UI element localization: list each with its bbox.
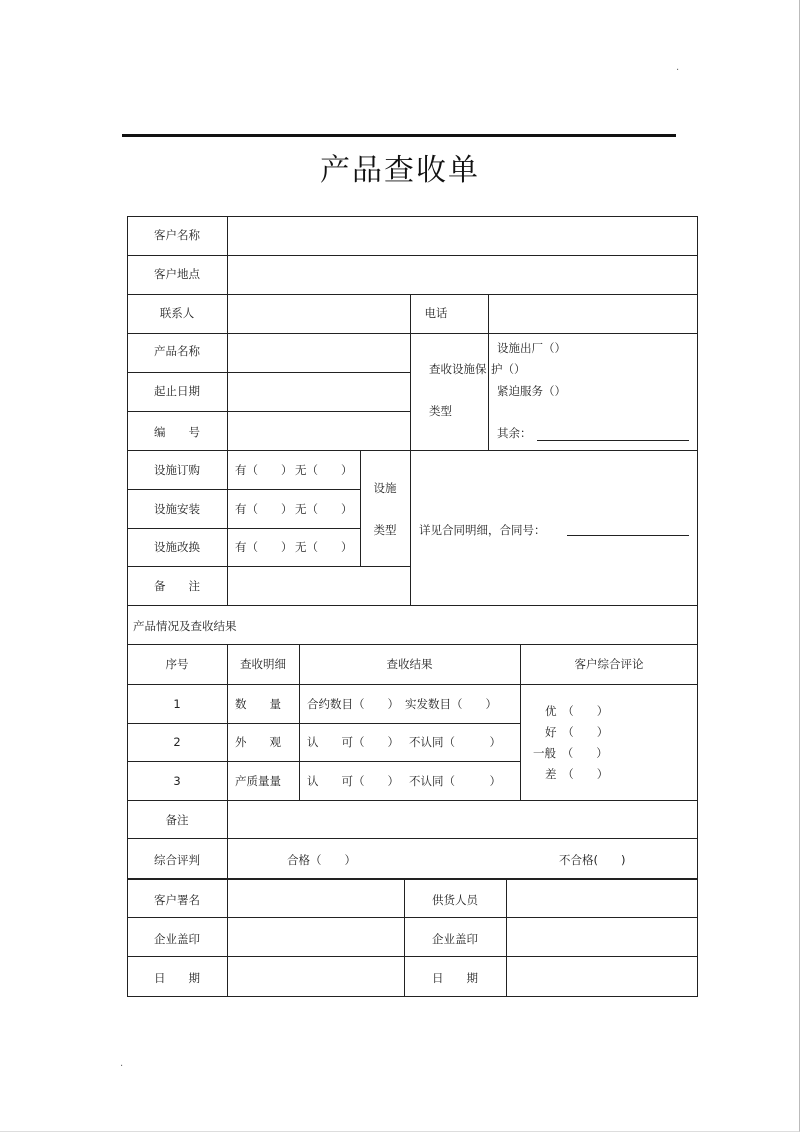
equipment-type-label-2: 类型 [373, 523, 397, 537]
customer-sign-label: 客户署名 [154, 893, 200, 907]
other-underline[interactable] [537, 440, 689, 441]
form-border-bottom [127, 996, 698, 997]
row-divider [127, 528, 360, 529]
supplier-field[interactable] [507, 880, 697, 917]
date-right-field[interactable] [507, 957, 697, 996]
option-protect[interactable]: 护（） [491, 362, 526, 376]
row-seq: 3 [173, 774, 181, 788]
row-divider [127, 761, 520, 762]
results-section-title: 产品情况及查收结果 [133, 619, 237, 633]
order-none[interactable]: 无（ ） [295, 463, 353, 477]
row-result-b[interactable]: 实发数目（ ） [405, 697, 497, 711]
number-label: 编 号 [154, 425, 200, 439]
corner-mark: . [676, 62, 680, 73]
contract-text: 详见合同明细，合同号： [419, 523, 546, 537]
row-divider [127, 489, 360, 490]
row-item: 外 观 [235, 735, 281, 749]
row-result-b[interactable]: 不认同（ ） [409, 735, 501, 749]
order-label: 设施订购 [154, 463, 200, 477]
phone-field[interactable] [489, 295, 697, 333]
equipment-type-label: 设施 [373, 481, 397, 495]
date-left-label: 日 期 [154, 971, 200, 985]
contract-number-underline[interactable] [567, 535, 689, 536]
seal-left-field[interactable] [228, 918, 404, 956]
row-divider [127, 450, 698, 451]
option-other[interactable]: 其余： [497, 426, 532, 440]
row-divider [127, 684, 698, 685]
row-result-a[interactable]: 合约数目（ ） [307, 697, 399, 711]
col-result-header: 查收结果 [386, 657, 433, 671]
row-divider [127, 644, 698, 645]
seal-right-label: 企业盖印 [432, 932, 478, 946]
phone-label: 电话 [424, 306, 448, 320]
col-comment-header: 客户综合评论 [574, 657, 644, 671]
rating-good[interactable]: 好 （ ） [545, 725, 609, 739]
col-divider [410, 450, 411, 605]
product-name-field[interactable] [228, 334, 410, 372]
inspection-form [127, 216, 698, 997]
inspection-type-label: 查收设施保 [429, 362, 487, 376]
row-seq: 2 [173, 735, 181, 749]
verdict-fail[interactable]: 不合格( ) [559, 853, 626, 867]
option-urgent[interactable]: 紧迫服务（） [497, 384, 566, 398]
replace-have[interactable]: 有（ ） [235, 540, 293, 554]
header-rule [122, 134, 676, 137]
number-field[interactable] [228, 412, 410, 450]
customer-site-field[interactable] [228, 256, 697, 294]
results-remark-field[interactable] [228, 801, 697, 838]
col-seq-header: 序号 [165, 657, 189, 671]
page-title: 产品查收单 [320, 153, 480, 188]
verdict-pass[interactable]: 合格（ ） [287, 853, 356, 867]
install-have[interactable]: 有（ ） [235, 502, 293, 516]
contact-label: 联系人 [159, 306, 195, 320]
customer-name-field[interactable] [228, 217, 697, 255]
order-have[interactable]: 有（ ） [235, 463, 293, 477]
date-range-label: 起止日期 [154, 384, 200, 398]
rating-average[interactable]: 一般 （ ） [533, 746, 608, 760]
rating-excellent[interactable]: 优 （ ） [545, 704, 609, 718]
date-left-field[interactable] [228, 957, 404, 996]
row-result-a[interactable]: 认 可（ ） [307, 735, 399, 749]
date-right-label: 日 期 [432, 971, 478, 985]
customer-sign-field[interactable] [228, 880, 404, 917]
row-item: 数 量 [235, 697, 281, 711]
row-divider [127, 838, 698, 839]
row-divider [127, 605, 698, 606]
col-item-header: 查收明细 [240, 657, 286, 671]
results-remark-label: 备注 [165, 813, 189, 827]
customer-site-label: 客户地点 [154, 267, 200, 281]
equipment-remark-label: 备 注 [154, 579, 200, 593]
seal-left-label: 企业盖印 [154, 932, 200, 946]
row-item: 产质量量 [235, 774, 281, 788]
row-divider [127, 333, 698, 334]
corner-mark: . [120, 1058, 124, 1069]
contact-field[interactable] [228, 295, 410, 333]
row-seq: 1 [173, 697, 181, 711]
verdict-label: 综合评判 [154, 853, 200, 867]
equipment-remark-field[interactable] [228, 567, 410, 605]
product-name-label: 产品名称 [154, 344, 200, 358]
install-label: 设施安装 [154, 502, 200, 516]
replace-label: 设施改换 [154, 540, 200, 554]
inspection-type-label-2: 类型 [429, 404, 452, 418]
row-result-b[interactable]: 不认同（ ） [409, 774, 501, 788]
col-divider [227, 838, 228, 878]
row-result-a[interactable]: 认 可（ ） [307, 774, 399, 788]
option-factory[interactable]: 设施出厂（） [497, 341, 566, 355]
customer-name-label: 客户名称 [154, 228, 200, 242]
rating-poor[interactable]: 差 （ ） [545, 767, 609, 781]
seal-right-field[interactable] [507, 918, 697, 956]
install-none[interactable]: 无（ ） [295, 502, 353, 516]
replace-none[interactable]: 无（ ） [295, 540, 353, 554]
supplier-label: 供货人员 [432, 893, 478, 907]
col-divider [360, 450, 361, 566]
date-range-field[interactable] [228, 373, 410, 411]
row-divider [127, 723, 520, 724]
